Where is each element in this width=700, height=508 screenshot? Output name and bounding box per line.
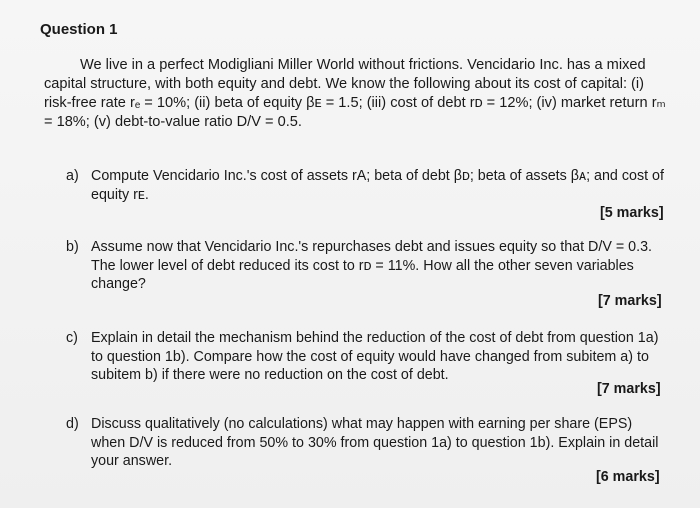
subquestion-label: b) bbox=[66, 239, 79, 255]
subquestion-label: d) bbox=[66, 416, 79, 432]
marks-b: [7 marks] bbox=[598, 293, 662, 309]
subquestion-text: Discuss qualitatively (no calculations) what may happen with earning per share (EPS) when D/V is reduced from 50% to 30% from question 1a) to question 1b). Explain in detail your answer. bbox=[91, 416, 659, 469]
marks-c: [7 marks] bbox=[597, 381, 661, 397]
subquestion-label: c) bbox=[66, 330, 78, 346]
intro-text: We live in a perfect Modigliani Miller World without frictions. Vencidario Inc. has a mixed capital structure, with both equity and debt. We know the following about its cost of capital: (i) risk-free rate rₑ = 10%; (ii) beta of equity βᴇ = 1.5; (iii) cost of debt rᴅ = 12%; (iv) market return rₘ = 18%; (v) debt-to-value ratio D/V = 0.5. bbox=[44, 57, 666, 130]
subquestion-text: Assume now that Vencidario Inc.'s repurchases debt and issues equity so that D/V = 0.3. The lower level of debt reduced its cost to rᴅ = 11%. How all the other seven variables change? bbox=[91, 239, 653, 292]
marks-a: [5 marks] bbox=[600, 205, 664, 221]
subquestion-a bbox=[66, 167, 666, 204]
subquestion-label: a) bbox=[66, 168, 79, 184]
subquestion-c bbox=[66, 329, 666, 385]
marks-d: [6 marks] bbox=[596, 469, 660, 485]
subquestion-b bbox=[66, 238, 666, 294]
subquestion-d bbox=[66, 415, 666, 471]
question-intro bbox=[44, 56, 674, 132]
question-title: Question 1 bbox=[40, 21, 118, 38]
subquestion-text: Explain in detail the mechanism behind the reduction of the cost of debt from question 1a) to question 1b). Compare how the cost of equity would have changed from subitem a) to subitem b) if there were no reduction on the cost of debt. bbox=[91, 330, 659, 383]
subquestion-text: Compute Vencidario Inc.'s cost of assets rA; beta of debt βᴅ; beta of assets βᴀ; and cost of equity rᴇ. bbox=[91, 168, 664, 203]
